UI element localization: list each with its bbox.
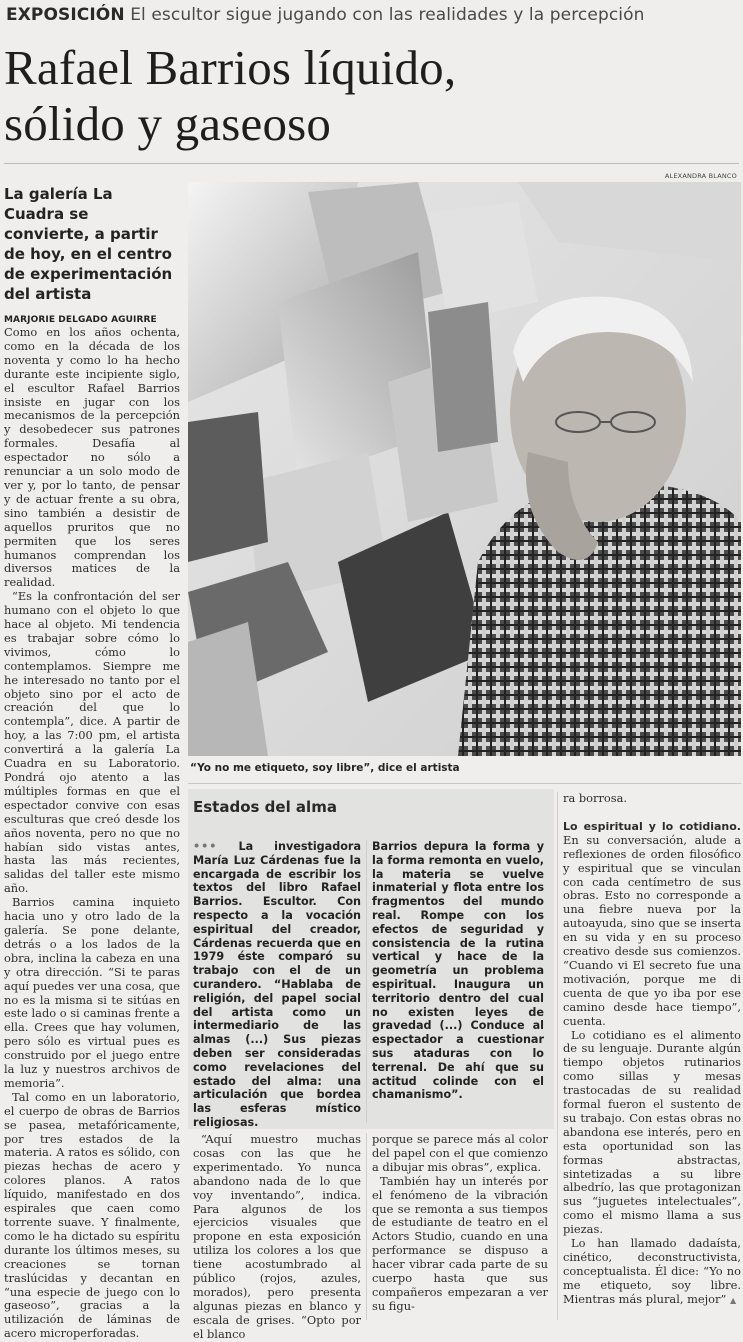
deck: La galería La Cuadra se convierte, a partir de hoy, en el centro de experimentación del artista	[4, 185, 173, 303]
paragraph: Barrios camina inquieto hacia uno y otro lado de la galería. Se pone delante, detrás o a los lados de la obra, inclina la cabeza en una y otra dirección. “Si te paras aquí puedes ver una cosa, que no es la misma si te sitúas en este lado o si caminas frente a ella. Crees que hay volumen, pero sólo es virtual pues es construido por el juego entre la luz y nuestros archivos de memoria”.	[4, 895, 180, 1090]
sidebar-column-2	[372, 840, 544, 1125]
sidebar-text: Barrios depura la forma y la forma remonta en vuelo, la materia se vuelve inmaterial y flota entre los fragmentos del mundo real. Rompe con los efectos de seguridad y consistencia de la rutina vertical y hace de la geometría un problema espiritual. Inaugura un territorio dentro del cual no existen leyes de gravedad (...) Conduce al espectador a cuestionar sus ataduras con lo terrenal. De ahí que su actitud colinde con el chamanismo”.	[372, 840, 544, 1102]
sidebar-text: La investigadora María Luz Cárdenas fue la encargada de escribir los textos del libro Rafael Barrios. Escultor. Con respecto a la vocación espiritual del creador, Cárdenas recuerda que en 1979 éste comparó su trabajo con el de un curandero. “Hablaba de religión, del papel social del artista como un intermediario de las almas (...) Sus piezas deben ser consideradas como revelaciones del estado del alma: una articulación que bordea las esferas místico religiosas.	[193, 840, 361, 1129]
artist-photo	[188, 182, 741, 756]
paragraph: Tal como en un laboratorio, el cuerpo de obras de Barrios se pasea, metafóricamente, por tres estados de la materia. A ratos es sólido, con piezas hechas de acero y colores planos. A ratos líquido, manifestado en dos espirales que caen como torrente suave. Y finalmente, como le ha dictado su espíritu durante los últimos meses, su creaciones se tornan traslúcidas y decantan en “una especie de juego con lo gaseoso”, gracias a la utilización de láminas de acero microperforadas.	[4, 1089, 180, 1341]
article-column-1	[4, 325, 180, 1341]
headline	[4, 40, 724, 152]
article-column-3	[372, 1133, 548, 1320]
paragraph: Como en los años ochenta, como en la década de los noventa y como lo ha hecho durante este incipiente siglo, el escultor Rafael Barrios insiste en jugar con los mecanismos de la percepción y desobedecer sus patrones formales. Desafía al espectador no sólo a renunciar a un solo modo de ver y, por lo tanto, de pensar y de actuar frente a su obra, sino también a desistir de aquellos pruritos que no permiten que los seres humanos comprendan los diversos matices de la realidad.	[4, 325, 180, 590]
paragraph: También hay un interés por el fenómeno de la vibración que se remonta a sus tiempos de estudiante de teatro en el Actors Studio, cuando en una performance se dispuso a hacer vibrar cada parte de su cuerpo hasta que sus compañeros empezaran a ver su figu-	[372, 1173, 548, 1313]
top-divider	[4, 163, 739, 164]
paragraph: porque se parece más al color del papel con el que comienzo a dibujar mis obras”, explica.	[372, 1132, 548, 1174]
subhead: Lo espiritual y lo cotidiano.	[563, 819, 741, 833]
sidebar-title: Estados del alma	[193, 798, 337, 816]
bullet-dots: •••	[193, 840, 218, 853]
paragraph: “Aquí muestro muchas cosas con las que he experimentado. Yo nunca abandono nada de lo que voy inventando”, indica. Para algunos de los ejercicios visuales que propone en esta exposición utiliza los colores a los que tiene acostumbrado al público (rojos, azules, morados), pero presenta algunas piezas en blanco y escala de grises. “Opto por el blanco	[193, 1132, 361, 1341]
photo-caption: “Yo no me etiqueto, soy libre”, dice el artista	[190, 762, 460, 774]
article-column-2	[193, 1132, 361, 1341]
paragraph: En su conversación, alude a reflexiones de orden filosófico y espiritual que se vinculan con cada centímetro de sus obras. Esto no corresponde a una fiebre nueva por la autoayuda, sino que se inserta en su vida y en su proceso creativo desde sus comienzos. “Cuando vi El secreto fue una motivación, porque me di cuenta de que yo iba por ese camino desde hace tiempo”, cuenta.	[563, 832, 741, 1028]
kicker-text: El escultor sigue jugando con las realidades y la percepción	[130, 5, 645, 25]
section-label: EXPOSICIÓN	[6, 5, 125, 25]
end-mark-icon: ▲	[729, 1295, 737, 1305]
column-divider	[366, 1133, 367, 1320]
byline: MARJORIE DELGADO AGUIRRE	[4, 315, 157, 325]
article-column-4	[563, 792, 741, 1320]
photo-illustration	[188, 182, 741, 756]
paragraph: Lo han llamado dadaísta, cinético, deconstructivista, conceptualista. Él dice: “Yo no me etiqueto, soy libre. Mientras más plural, mejor”	[563, 1236, 741, 1306]
column-divider	[557, 792, 558, 1320]
caption-divider	[188, 783, 741, 784]
paragraph: Lo cotidiano es el alimento de su lenguaje. Durante algún tiempo objetos rutinarios como sillas y mesas trastocadas de su realidad formal fueron el sustento de su trabajo. Con estas obras no abandona ese interés, pero en esta oportunidad son las formas abstractas, sintetizadas a su libre albedrío, las que protagonizan sus “juguetes intelectuales”, como el mismo llama a sus piezas.	[563, 1027, 741, 1237]
sidebar-column-1	[193, 840, 361, 1129]
headline-line-1: Rafael Barrios líquido,	[4, 40, 457, 95]
headline-line-2: sólido y gaseoso	[4, 96, 332, 151]
column-divider	[366, 840, 367, 1123]
paragraph: ra borrosa.	[563, 791, 628, 805]
photo-credit: ALEXANDRA BLANCO	[664, 172, 737, 180]
section-kicker	[6, 5, 741, 25]
paragraph: “Es la confrontación del ser humano con el objeto lo que hace al objeto. Mi tendencia es trabajar sobre cómo lo vivimos, cómo lo contemplamos. Siempre me he interesado no tanto por el objeto sino por el acto de creación del que lo contempla”, dice. A partir de hoy, a las 7:00 pm, el artista convertirá a la galería La Cuadra en su Laboratorio. Pondrá ojo atento a las múltiples formas en que el espectador convive con esas esculturas que creó desde los años noventa, pero no que no habían sido vistas antes, hasta las más recientes, salidas del taller este mismo año.	[4, 589, 180, 896]
